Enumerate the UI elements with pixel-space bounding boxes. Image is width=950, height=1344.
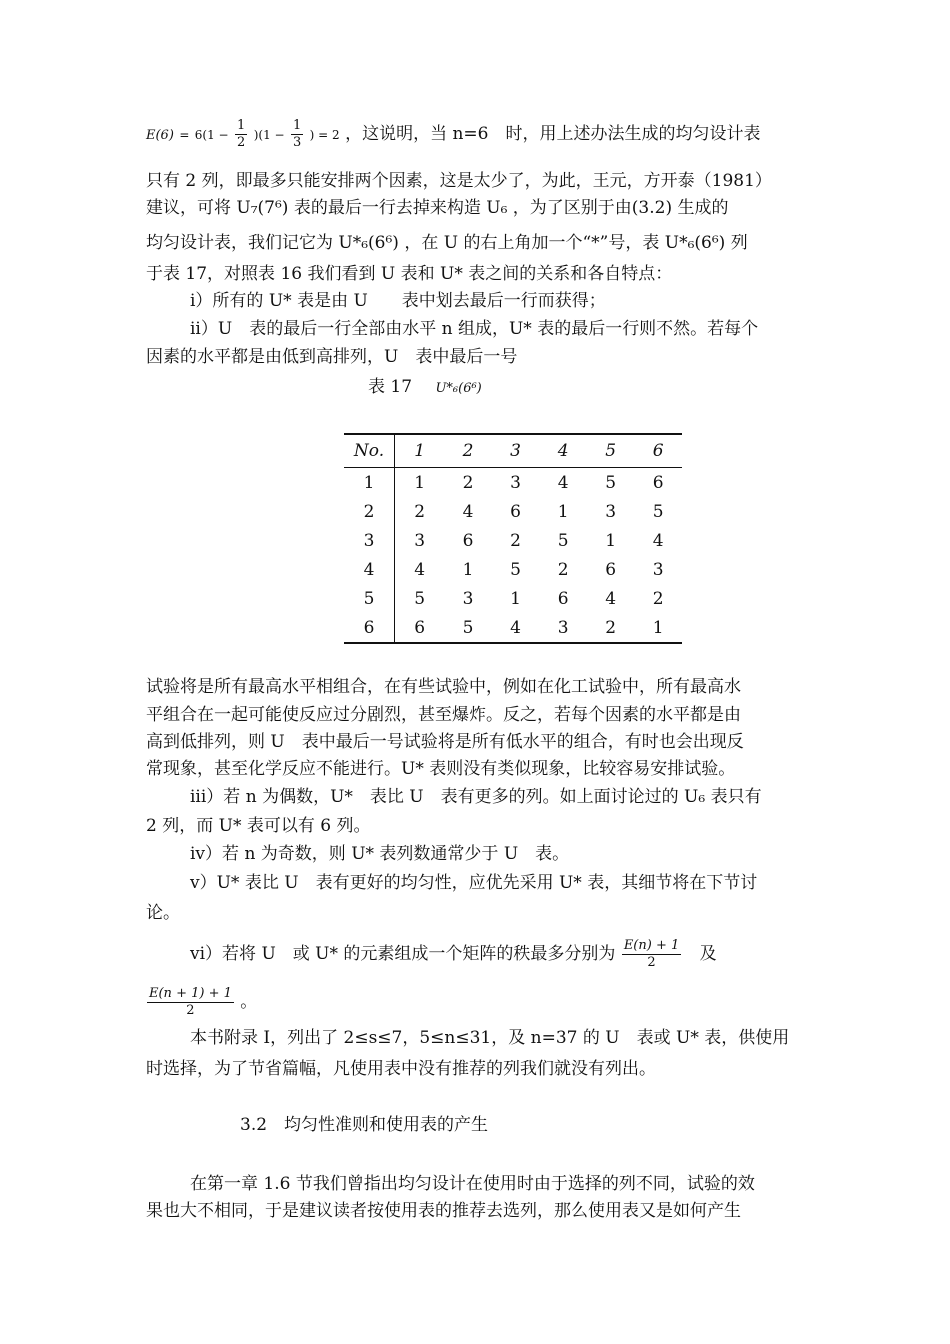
- fraction-denominator: 2: [237, 135, 246, 150]
- table-cell: 3: [652, 559, 664, 580]
- table-cell: 1: [414, 472, 426, 493]
- paragraph-line: iii）若 n 为偶数，U* 表比 U 表有更多的列。如上面讨论过的 U₆ 表只有: [190, 787, 762, 807]
- table-cell: 6: [605, 559, 617, 580]
- table-cell: 6: [510, 501, 521, 522]
- paragraph-line: iv）若 n 为奇数，则 U* 表列数通常少于 U 表。: [190, 844, 570, 864]
- table-header-cell: 2: [444, 434, 492, 468]
- table-cell: 2: [510, 530, 521, 551]
- fraction-one-half: [235, 118, 247, 151]
- table-caption-symbol: U*₆(6⁶): [435, 381, 482, 396]
- table-cell: 1: [634, 613, 682, 643]
- table-cell: 5: [605, 472, 617, 493]
- table-cell: 5: [510, 559, 521, 580]
- table-header-cell: 3: [492, 434, 540, 468]
- table-row: [344, 584, 682, 613]
- paragraph-line: 时选择，为了节省篇幅，凡使用表中没有推荐的列我们就没有列出。: [146, 1059, 656, 1079]
- table-cell: 1: [462, 559, 474, 580]
- table-caption: [368, 376, 482, 400]
- paragraph-line: ii）U 表的最后一行全部由水平 n 组成，U* 表的最后一行则不然。若每个: [190, 319, 759, 339]
- table-header-cell: 1: [395, 434, 445, 468]
- paragraph-line: 论。: [146, 903, 180, 923]
- paragraph-line: 果也大不相同，于是建议读者按使用表的推荐去选列，那么使用表又是如何产生: [146, 1201, 741, 1221]
- fraction-numerator: E(n) + 1: [623, 938, 680, 953]
- table-cell: 2: [587, 613, 635, 643]
- table-cell: 3: [539, 613, 587, 643]
- fraction-denominator: 3: [292, 135, 302, 150]
- table-cell: 4: [414, 559, 426, 580]
- paragraph-line: 建议，可将 U₇(7⁶) 表的最后一行去掉来构造 U₆ ，为了区别于由(3.2) 生成的: [146, 198, 729, 218]
- paragraph-line: 因素的水平都是由低到高排列，U 表中最后一号: [146, 347, 518, 367]
- table-cell: 1: [510, 588, 521, 609]
- formula-line: [146, 118, 810, 164]
- table-row: [344, 555, 682, 584]
- paragraph-line: 高到低排列，则 U 表中最后一号试验将是所有低水平的组合，有时也会出现反: [146, 732, 744, 752]
- paragraph-line: 本书附录 I，列出了 2≤s≤7，5≤n≤31，及 n=37 的 U 表或 U* 表，供使用: [190, 1028, 790, 1048]
- fraction-numerator: 1: [237, 118, 246, 133]
- table-cell: 5: [344, 584, 395, 613]
- vi-text-c: 。: [240, 992, 258, 1012]
- table-cell: 1: [605, 530, 617, 551]
- table-row: [344, 497, 682, 526]
- table-cell: 3: [414, 530, 426, 551]
- table-header-cell: No.: [344, 434, 395, 468]
- table-cell: 6: [652, 472, 664, 493]
- fraction-denominator: 2: [186, 1003, 195, 1018]
- paragraph-line-vi: [190, 934, 810, 974]
- table-row: [344, 613, 682, 643]
- formula-expr-b: )(1 −: [253, 128, 285, 142]
- table-cell: 5: [444, 613, 492, 643]
- table-cell: 2: [557, 559, 569, 580]
- table-cell: 6: [462, 530, 474, 551]
- table-cell: 5: [414, 588, 426, 609]
- paragraph-line: 试验将是所有最高水平相组合，在有些试验中，例如在化工试验中，所有最高水: [146, 677, 741, 697]
- table-cell: 3: [344, 526, 395, 555]
- table-cell: 4: [344, 555, 395, 584]
- formula-expr-a: 6(1 −: [194, 128, 229, 142]
- fraction-rank-ustar: [147, 986, 234, 1019]
- table-header-cell: 5: [587, 434, 635, 468]
- table-cell: 3: [462, 588, 474, 609]
- fraction-one-third: [291, 118, 303, 151]
- data-table: [344, 433, 682, 644]
- table-cell: 4: [557, 472, 569, 493]
- table-cell: 4: [462, 501, 474, 522]
- formula-lhs: E(6): [146, 128, 174, 143]
- table-cell: 5: [652, 501, 664, 522]
- vi-text-b: 及: [699, 944, 717, 964]
- fraction-numerator: E(n + 1) + 1: [149, 986, 232, 1001]
- table-cell: 4: [652, 530, 664, 551]
- table-cell: 6: [395, 613, 445, 643]
- table-cell: 2: [414, 501, 426, 522]
- table-cell: 3: [510, 472, 521, 493]
- table-cell: 2: [344, 497, 395, 526]
- table-caption-label: 表 17: [368, 377, 413, 397]
- fraction-rank-u: [622, 938, 681, 971]
- paragraph-line: 在第一章 1.6 节我们曾指出均匀设计在使用时由于选择的列不同，试验的效: [190, 1174, 755, 1194]
- formula-eq: =: [179, 128, 190, 142]
- paragraph-line: i）所有的 U* 表是由 U 表中划去最后一行而获得；: [190, 291, 606, 311]
- table-cell: 6: [557, 588, 569, 609]
- table-header-cell: 6: [634, 434, 682, 468]
- formula-expr-c: ) = 2: [309, 128, 340, 142]
- table-cell: 2: [652, 588, 664, 609]
- fraction-numerator: 1: [292, 118, 302, 133]
- table-cell: 1: [344, 468, 395, 498]
- formula-text: ，这说明，当 n=6 时，用上述办法生成的均匀设计表: [345, 124, 761, 144]
- paragraph-line: 均匀设计表，我们记它为 U*₆(6⁶) ，在 U 的右上角加一个“*”号，表 U*₆(6⁶) 列: [146, 233, 748, 253]
- table-row: [344, 526, 682, 555]
- paragraph-line: 2 列，而 U* 表可以有 6 列。: [146, 816, 371, 836]
- table-cell: 6: [344, 613, 395, 643]
- paragraph-line: 只有 2 列，即最多只能安排两个因素，这是太少了，为此，王元，方开泰（1981）: [146, 171, 772, 191]
- table-header-row: [344, 434, 682, 468]
- section-heading: 3.2 均匀性准则和使用表的产生: [240, 1115, 489, 1135]
- table-cell: 4: [492, 613, 540, 643]
- paragraph-line: 于表 17，对照表 16 我们看到 U 表和 U* 表之间的关系和各自特点：: [146, 264, 673, 284]
- paragraph-line: 常现象，甚至化学反应不能进行。U* 表则没有类似现象，比较容易安排试验。: [146, 759, 736, 779]
- table-cell: 2: [462, 472, 474, 493]
- fraction-denominator: 2: [647, 955, 656, 970]
- paragraph-line: v）U* 表比 U 表有更好的均匀性，应优先采用 U* 表，其细节将在下节讨: [190, 873, 758, 893]
- paragraph-line-vi-cont: [146, 982, 810, 1022]
- table-cell: 3: [605, 501, 617, 522]
- paragraph-line: 平组合在一起可能使反应过分剧烈，甚至爆炸。反之，若每个因素的水平都是由: [146, 705, 741, 725]
- table-row: [344, 468, 682, 498]
- vi-text-a: vi）若将 U 或 U* 的元素组成一个矩阵的秩最多分别为: [190, 944, 616, 964]
- table-header-cell: 4: [539, 434, 587, 468]
- table-cell: 4: [605, 588, 617, 609]
- table-cell: 1: [557, 501, 569, 522]
- table-cell: 5: [557, 530, 569, 551]
